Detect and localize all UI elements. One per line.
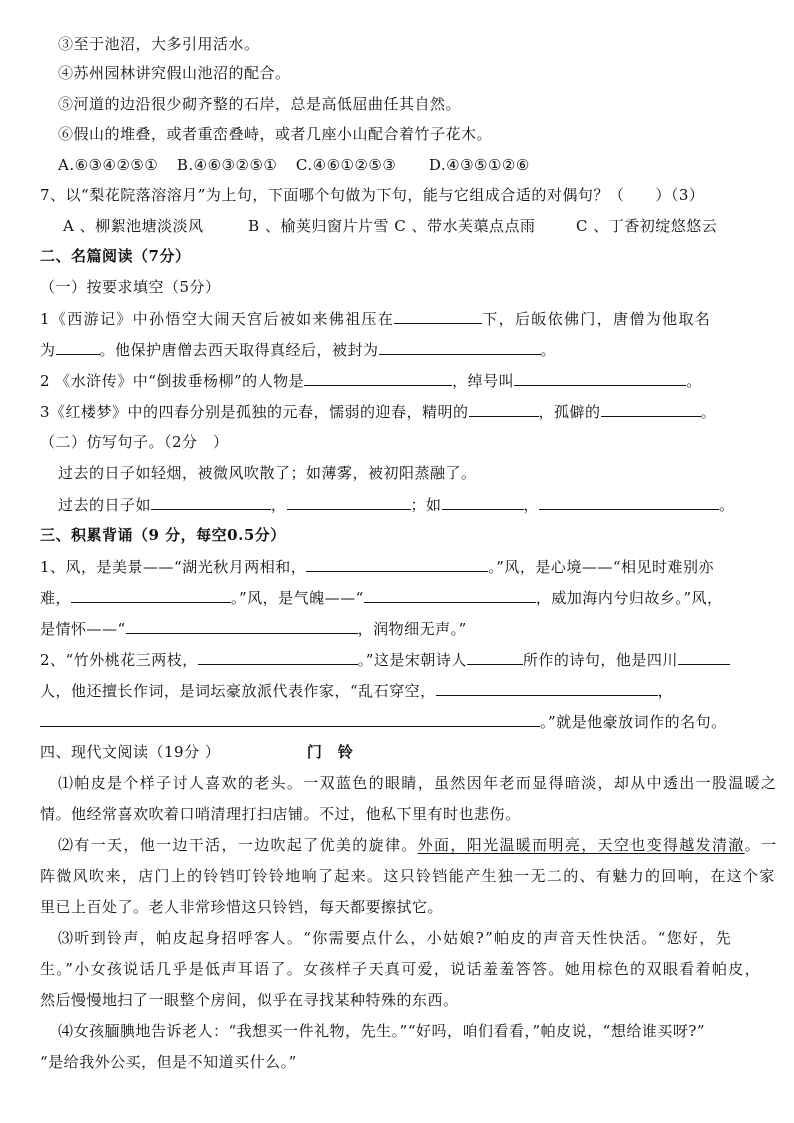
q6-item-4: ④苏州园林讲究假山池沼的配合。 bbox=[58, 64, 291, 82]
paragraph-1-line-1: ⑴帕皮是个样子讨人喜欢的老头。一双蓝色的眼睛，虽然因年老而显得暗淡，却从中透出一股温暖之 bbox=[58, 774, 778, 792]
s3-line-3: 是情怀——“ ，润物细无声。” bbox=[40, 620, 467, 638]
answer-blank[interactable] bbox=[539, 494, 719, 510]
q7-option-a: A 、柳絮池塘淡淡风 bbox=[63, 217, 204, 235]
answer-blank[interactable] bbox=[126, 618, 358, 634]
q7-options bbox=[63, 216, 793, 236]
q6-option-d: D.④③⑤①②⑥ bbox=[428, 156, 530, 174]
answer-blank[interactable] bbox=[436, 680, 658, 696]
q6-item-5: ⑤河道的边沿很少砌齐整的石岸，总是高低屈曲任其自然。 bbox=[58, 95, 462, 113]
paragraph-3-line-3: 然后慢慢地扫了一眼整个房间，似乎在寻找某种特殊的东西。 bbox=[40, 991, 459, 1009]
answer-blank[interactable] bbox=[394, 308, 482, 324]
paragraph-3-line-1: ⑶听到铃声，帕皮起身招呼客人。“你需要点什么，小姑娘?”帕皮的声音天性快活。“您好，先 bbox=[58, 929, 733, 947]
paragraph-4-line-1: ⑷女孩腼腆地告诉老人：“我想买一件礼物，先生。”“好吗，咱们看看，”帕皮说，“想给谁买呀?” bbox=[58, 1022, 706, 1040]
s3-line-2: 难， 。”风，是气魄——“ ，威加海内兮归故乡。”风， bbox=[40, 589, 723, 607]
article-title: 门 铃 bbox=[306, 743, 354, 761]
s3-line-4: 2、“竹外桃花三两枝， 。”这是宋朝诗人 所作的诗句，他是四川 bbox=[40, 649, 770, 670]
imitation-answer-line: 过去的日子如 ， ；如 ， 。 bbox=[58, 496, 735, 514]
paragraph-2-line-1: ⑵有一天，他一边干活，一边吹起了优美的旋律。外面，阳光温暖而明亮，天空也变得越发清澈。一 bbox=[58, 836, 778, 854]
q7-option-b: B 、榆荚归窗片片雪 C 、带水芙蕖点点雨 bbox=[248, 217, 536, 235]
answer-blank[interactable] bbox=[71, 587, 231, 603]
answer-blank[interactable] bbox=[56, 339, 100, 355]
q6-options bbox=[58, 155, 788, 175]
paragraph-2-line-3: 里已上百处了。老人非常珍惜这只铃铛，每天都要擦拭它。 bbox=[40, 898, 444, 916]
section2-part1-title: （一）按要求填空（5分） bbox=[40, 278, 221, 296]
section2-title: 二、名篇阅读（7分） bbox=[40, 247, 191, 265]
q7-option-c: C 、丁香初绽悠悠云 bbox=[576, 217, 718, 235]
answer-blank[interactable] bbox=[151, 494, 271, 510]
section3-title: 三、积累背诵（9 分，每空0.5分） bbox=[40, 526, 286, 544]
section4-title: 四、现代文阅读（19分 ） bbox=[40, 743, 221, 761]
paragraph-3-line-2: 生。”小女孩说话几乎是低声耳语了。女孩样子天真可爱，说话羞羞答答。她用棕色的双眼看着帕皮， bbox=[40, 960, 761, 978]
answer-blank[interactable] bbox=[442, 494, 524, 510]
answer-blank[interactable] bbox=[198, 649, 358, 665]
answer-blank[interactable] bbox=[467, 649, 523, 665]
answer-blank[interactable] bbox=[40, 711, 540, 727]
imitation-example: 过去的日子如轻烟，被微风吹散了；如薄雾，被初阳蒸融了。 bbox=[58, 464, 477, 482]
q6-option-c: C.④⑥①②⑤③ bbox=[295, 156, 397, 174]
q6-option-a: A.⑥③④②⑤① bbox=[58, 156, 159, 174]
q7-stem: 7、以“梨花院落溶溶月”为上句，下面哪个句做为下句，能与它组成合适的对偶句？（ ）（3） bbox=[40, 186, 705, 204]
s3-line-1: 1、风，是美景——“湖光秋月两相和， 。”风，是心境——“相见时难别亦 bbox=[40, 558, 715, 576]
answer-blank[interactable] bbox=[306, 556, 488, 572]
answer-blank[interactable] bbox=[601, 401, 701, 417]
answer-blank[interactable] bbox=[304, 370, 452, 386]
q6-option-b: B.④⑥③②⑤① bbox=[176, 156, 278, 174]
answer-blank[interactable] bbox=[678, 649, 730, 665]
s2-line-2: 为 。他保护唐僧去西天取得真经后，被封为 。 bbox=[40, 341, 557, 359]
s3-line-6: 。”就是他豪放词作的名句。 bbox=[40, 711, 770, 732]
s2-line-3: 2 《水浒传》中“倒拔垂杨柳”的人物是 ，绰号叫 。 bbox=[40, 372, 702, 390]
s2-line-4: 3《红楼梦》中的四春分别是孤独的元春，懦弱的迎春，精明的 ，孤僻的 。 bbox=[40, 403, 717, 421]
s3-line-5: 人，他还擅长作词，是词坛豪放派代表作家，“乱石穿空， ， bbox=[40, 682, 674, 700]
s2-line-1: 1《西游记》中孙悟空大闹天宫后被如来佛祖压在 下，后皈依佛门，唐僧为他取名 bbox=[40, 310, 712, 328]
answer-blank[interactable] bbox=[379, 339, 541, 355]
answer-blank[interactable] bbox=[514, 370, 686, 386]
answer-blank[interactable] bbox=[364, 587, 536, 603]
section4-heading bbox=[40, 742, 770, 762]
section2-part2-title: （二）仿写句子。（2分 ） bbox=[40, 433, 229, 451]
answer-blank[interactable] bbox=[469, 401, 539, 417]
paragraph-1-line-2: 情。他经常喜欢吹着口哨清理打扫店铺。不过，他私下里有时也悲伤。 bbox=[40, 805, 521, 823]
q6-item-6: ⑥假山的堆叠，或者重峦叠峙，或者几座小山配合着竹子花木。 bbox=[58, 125, 493, 143]
q6-item-3: ③至于池沼，大多引用活水。 bbox=[58, 35, 260, 53]
paragraph-4-line-2: “是给我外公买，但是不知道买什么。” bbox=[40, 1053, 297, 1071]
underlined-sentence: 外面，阳光温暖而明亮，天空也变得越发清澈 bbox=[417, 836, 745, 854]
answer-blank[interactable] bbox=[287, 494, 411, 510]
paragraph-2-line-2: 阵微风吹来，店门上的铃铛叮铃铃地响了起来。这只铃铛能产生独一无二的、有魅力的回响，在这个家 bbox=[40, 867, 776, 885]
